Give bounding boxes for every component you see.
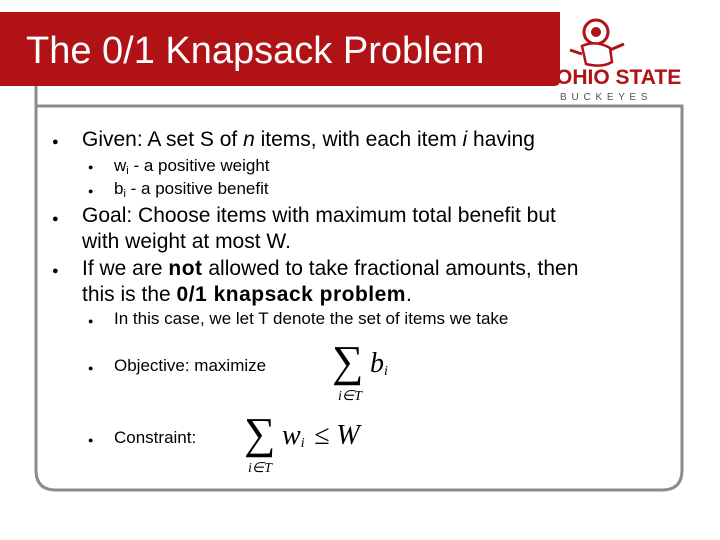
ohio-state-logo xyxy=(552,10,720,106)
given-n: n xyxy=(243,128,255,151)
goal-line-2: with weight at most W. xyxy=(82,230,291,253)
objective-sub: i xyxy=(384,364,388,379)
fractional-text: If we are not allowed to take fractional amounts, then xyxy=(82,257,579,280)
given-mid: items, with each item xyxy=(254,128,463,151)
bullet-icon: ● xyxy=(88,435,94,445)
constraint-var: w xyxy=(282,420,301,451)
frac-bold: 0/1 knapsack problem xyxy=(176,283,406,306)
fractional-line-2 xyxy=(82,283,412,307)
goal-line-1: Goal: Choose items with maximum total benefit but xyxy=(82,204,556,227)
svg-text:B U C K E Y E S: B U C K E Y E S xyxy=(560,92,649,103)
w-var: w xyxy=(114,156,127,175)
w-text: - a positive weight xyxy=(128,156,270,175)
given-prefix: Given: A set S of xyxy=(82,128,244,151)
given-suffix: having xyxy=(467,128,535,151)
given-i: i xyxy=(462,128,468,151)
bullet-icon: ● xyxy=(52,265,59,277)
sum-symbol: ∑ xyxy=(332,337,364,386)
frac-suffix: . xyxy=(405,283,412,306)
brutus-mascot-icon xyxy=(552,10,720,106)
bullet-icon: ● xyxy=(88,316,94,326)
constraint-term xyxy=(282,420,305,452)
objective-var: b xyxy=(370,348,384,379)
objective-item: Objective: maximize xyxy=(114,356,267,375)
given-bullet xyxy=(82,128,535,152)
weight-item xyxy=(114,156,270,177)
slide-title: The 0/1 Knapsack Problem xyxy=(26,30,485,72)
objective-formula xyxy=(332,337,412,410)
bullet-icon: ● xyxy=(52,213,59,225)
constraint-item: Constraint: xyxy=(114,428,197,447)
bullet-icon: ● xyxy=(52,136,59,148)
b-var: b xyxy=(114,179,124,198)
objective-index: i∈T xyxy=(338,389,362,404)
w-sub: i xyxy=(126,165,129,177)
bullet-icon: ● xyxy=(88,162,94,172)
constraint-rhs: ≤ W xyxy=(314,420,360,451)
constraint-index: i∈T xyxy=(248,461,272,476)
objective-term xyxy=(370,348,388,380)
bullet-icon: ● xyxy=(88,363,94,373)
b-text: - a positive benefit xyxy=(125,179,269,198)
case-item: In this case, we let T denote the set of items we take xyxy=(114,309,509,328)
constraint-sub: i xyxy=(300,436,305,451)
not-emphasis: not xyxy=(168,257,203,280)
sum-symbol: ∑ xyxy=(244,409,276,458)
b-sub: i xyxy=(123,188,126,200)
logo-wordmark: OHIO STATE xyxy=(556,66,682,89)
fractional-line-1 xyxy=(82,257,578,281)
constraint-formula xyxy=(244,409,384,482)
bullet-icon: ● xyxy=(88,186,94,196)
benefit-item xyxy=(114,179,269,200)
frac-prefix: this is the xyxy=(82,283,177,306)
